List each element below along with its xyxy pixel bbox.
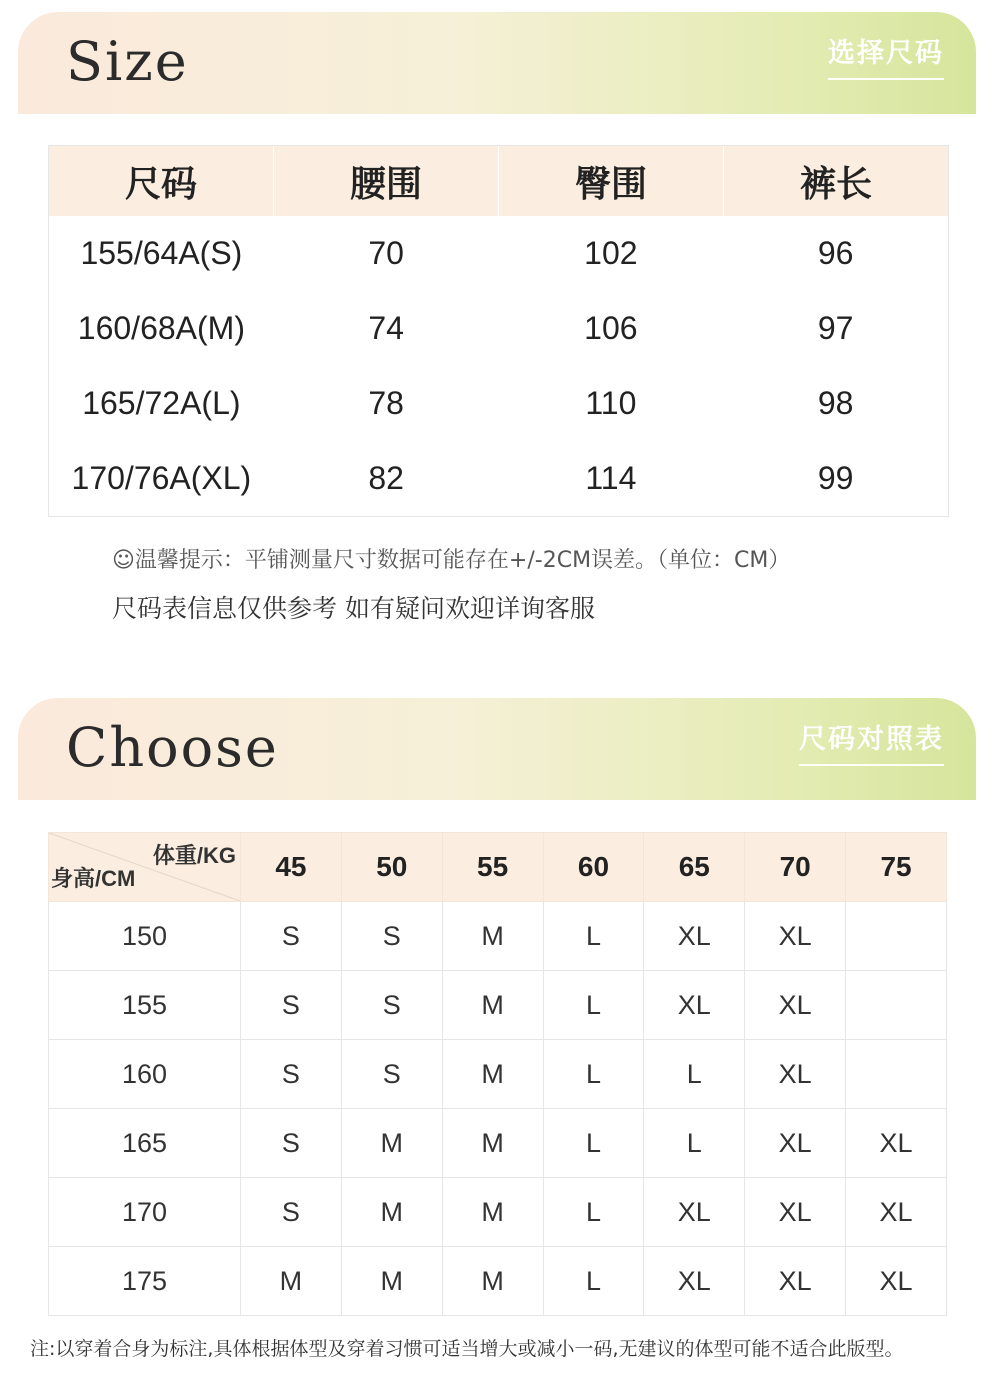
- table-row: [49, 1247, 947, 1316]
- reference-note: 尺码表信息仅供参考 如有疑问欢迎详询客服: [112, 594, 595, 623]
- length-cell: 96: [817, 235, 854, 271]
- size-cell: XL: [846, 1178, 947, 1247]
- size-cell: M: [442, 902, 543, 971]
- size-cell: L: [644, 1040, 745, 1109]
- hip-cell: 110: [585, 385, 637, 421]
- size-cell: XL: [644, 902, 745, 971]
- size-cell: [846, 902, 947, 971]
- size-cell: L: [543, 1178, 644, 1247]
- waist-cell: 70: [368, 235, 404, 271]
- size-cell: M: [442, 1040, 543, 1109]
- size-cell: XL: [745, 1247, 846, 1316]
- size-cell: M: [442, 1178, 543, 1247]
- choose-title: Choose: [66, 716, 279, 779]
- size-table-header: [49, 146, 948, 216]
- height-cell: 170: [49, 1178, 241, 1247]
- size-cell: S: [241, 1109, 342, 1178]
- height-cell: 150: [49, 902, 241, 971]
- size-cell: M: [442, 1109, 543, 1178]
- waist-cell: 82: [368, 460, 404, 496]
- fit-footnote: 注:以穿着合身为标注,具体根据体型及穿着习惯可适当增大或减小一码,无建议的体型可能不适合此版型。: [30, 1338, 904, 1360]
- size-cell: M: [341, 1178, 442, 1247]
- size-cell: S: [341, 971, 442, 1040]
- height-cell: 175: [49, 1247, 241, 1316]
- weight-header: 75: [846, 833, 947, 902]
- length-cell: 99: [817, 460, 854, 496]
- weight-header: 65: [644, 833, 745, 902]
- size-cell: M: [442, 1247, 543, 1316]
- size-cell: S: [341, 1040, 442, 1109]
- size-cell: L: [543, 902, 644, 971]
- size-header-size: 尺码: [49, 146, 274, 216]
- height-axis-label: 身高/CM: [51, 866, 136, 891]
- weight-axis-label: 体重/KG: [152, 843, 236, 868]
- size-cell: S: [241, 1040, 342, 1109]
- weight-header: 45: [241, 833, 342, 902]
- size-cell: M: [341, 1109, 442, 1178]
- hip-cell: 106: [584, 310, 638, 346]
- size-cell: XL: [745, 971, 846, 1040]
- table-row: [49, 1178, 947, 1247]
- size-cell: XL: [644, 1247, 745, 1316]
- weight-header-row: [49, 833, 947, 902]
- weight-header: 60: [543, 833, 644, 902]
- table-row: [49, 216, 948, 291]
- size-cell: L: [543, 971, 644, 1040]
- size-cell: XL: [745, 1178, 846, 1247]
- size-cell: S: [241, 1178, 342, 1247]
- size-title: Size: [66, 30, 189, 93]
- size-cell: L: [543, 1247, 644, 1316]
- size-cell: 155/64A(S): [80, 235, 243, 271]
- size-cell: L: [543, 1109, 644, 1178]
- select-size-tag: 选择尺码: [828, 34, 944, 80]
- weight-header: 70: [745, 833, 846, 902]
- size-cell: [846, 971, 947, 1040]
- size-banner: [18, 12, 976, 114]
- table-row: [49, 441, 948, 516]
- length-cell: 98: [817, 385, 854, 421]
- waist-cell: 74: [368, 310, 404, 346]
- measurement-tip: ☺温馨提示：平铺测量尺寸数据可能存在+/-2CM误差。（单位：CM）: [112, 548, 791, 573]
- corner-header: [49, 833, 241, 902]
- size-header-waist: 腰围: [274, 146, 499, 216]
- height-cell: 155: [49, 971, 241, 1040]
- size-cell: S: [341, 902, 442, 971]
- size-cell: XL: [745, 902, 846, 971]
- size-cell: 160/68A(M): [77, 310, 245, 346]
- size-cell: XL: [846, 1109, 947, 1178]
- size-cell: XL: [846, 1247, 947, 1316]
- waist-cell: 78: [368, 385, 404, 421]
- size-header-length: 裤长: [799, 163, 872, 205]
- size-cell: S: [241, 902, 342, 971]
- size-cell: S: [241, 971, 342, 1040]
- size-table: [48, 145, 949, 517]
- size-cell: M: [241, 1247, 342, 1316]
- size-cell: M: [442, 971, 543, 1040]
- hip-cell: 114: [585, 460, 637, 496]
- table-row: [49, 902, 947, 971]
- weight-header: 50: [341, 833, 442, 902]
- size-cell: XL: [745, 1109, 846, 1178]
- size-cell: XL: [644, 1178, 745, 1247]
- size-cell: XL: [644, 971, 745, 1040]
- size-chart-tag: 尺码对照表: [799, 720, 944, 766]
- table-row: [49, 366, 948, 441]
- size-cell: L: [644, 1109, 745, 1178]
- hip-cell: 102: [584, 235, 638, 271]
- size-cell: 170/76A(XL): [71, 460, 252, 496]
- height-cell: 160: [49, 1040, 241, 1109]
- choose-banner: [18, 698, 976, 800]
- weight-header: 55: [442, 833, 543, 902]
- height-cell: 165: [49, 1109, 241, 1178]
- table-row: [49, 1040, 947, 1109]
- size-header-hip: 臀围: [499, 146, 724, 216]
- table-row: [49, 1109, 947, 1178]
- size-cell: XL: [745, 1040, 846, 1109]
- size-cell: L: [543, 1040, 644, 1109]
- size-cell: [846, 1040, 947, 1109]
- length-cell: 97: [817, 310, 854, 346]
- table-row: [49, 291, 948, 366]
- size-recommendation-table: [48, 832, 947, 1316]
- size-cell: 165/72A(L): [82, 385, 241, 421]
- size-cell: M: [341, 1247, 442, 1316]
- table-row: [49, 971, 947, 1040]
